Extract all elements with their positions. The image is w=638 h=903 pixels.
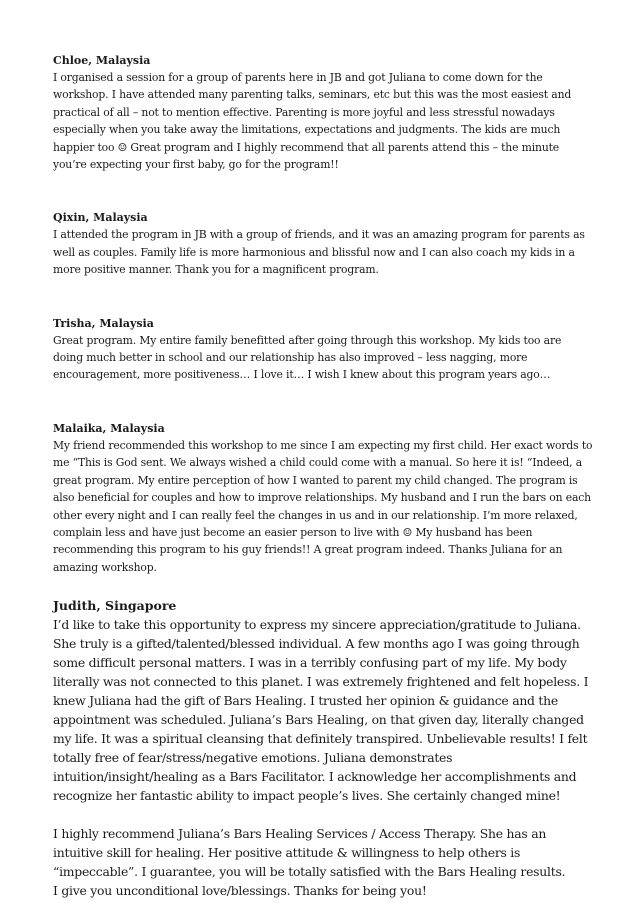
testimonial-qixin xyxy=(53,209,593,278)
testimonial-author: Chloe, Malaysia xyxy=(53,54,151,67)
testimonial-author: Qixin, Malaysia xyxy=(53,211,148,225)
spacer xyxy=(53,805,593,824)
testimonial-chloe xyxy=(53,52,593,173)
testimonial-text: I organised a session for a group of parents here in JB and got Juliana to come down for the workshop. I have attended many parenting talks, seminars, etc but this was the most easiest and practical of all – not to mention effective. Parenting is more joyful and less stressful nowadays especially when you take away the limitations, expectations and judgments. The kids are much happier too ☺ Great program and I highly recommend that all parents attend this – the minute you’re expecting your first baby, go for the program!! xyxy=(53,71,572,172)
testimonial-text: My friend recommended this workshop to me since I am expecting my first child. Her exact words to me “This is God sent. We always wished a child could come with a manual. So here it is! “Indeed, a great program. My entire perception of how I wanted to parent my child changed. The program is also beneficial for couples and how to improve relationships. My husband and I run the bars on each other every night and I can really feel the changes in us and in our relationship. I’m more relaxed, complain less and have just become an easier person to live with ☺ My husband has been recommending this program to his guy friends!! A great program indeed. Thanks Juliana for an amazing workshop. xyxy=(53,438,593,574)
spacer xyxy=(53,173,593,209)
testimonial-malaika xyxy=(53,420,593,576)
testimonial-text: I attended the program in JB with a group of friends, and it was an amazing program for parents as well as couples. Family life is more harmonious and blissful now and I can also coach my kids in a more positive manner. Thank you for a magnificent program. xyxy=(53,228,585,277)
testimonial-paragraph: I highly recommend Juliana’s Bars Healing Services / Access Therapy. She has an intuitive skill for healing. Her positive attitude & willingness to help others is “impeccable”. I guarantee, you will be totally satisfied with the Bars Healing results. xyxy=(53,826,566,880)
testimonials-page xyxy=(53,52,593,900)
testimonial-paragraph: I’d like to take this opportunity to express my sincere appreciation/gratitude to Juliana. She truly is a gifted/talented/blessed individual. A few months ago I was going through some difficult personal matters. I was in a terribly confusing part of my life. My body literally was not connected to this planet. I was extremely frightened and felt hopeless. I knew Juliana had the gift of Bars Healing. I trusted her opinion & guidance and the appointment was scheduled. Juliana’s Bars Healing, on that given day, literally changed my life. It was a spiritual cleansing that definitely transpired. Unbelievable results! I felt totally free of fear/stress/negative emotions. Juliana demonstrates intuition/insight/healing as a Bars Facilitator. I acknowledge her accomplishments and recognize her fantastic ability to impact people’s lives. She certainly changed mine! xyxy=(53,617,589,804)
spacer xyxy=(53,279,593,315)
spacer xyxy=(53,384,593,420)
testimonial-paragraph: I give you unconditional love/blessings. Thanks for being you! xyxy=(53,883,427,899)
testimonial-author: Trisha, Malaysia xyxy=(53,316,154,330)
testimonial-judith xyxy=(53,596,593,900)
testimonial-text: Great program. My entire family benefitted after going through this workshop. My kids too are doing much better in school and our relationship has also improved – less nagging, more encouragement, more positiveness… I love it… I wish I knew about this program years ago… xyxy=(53,333,562,382)
testimonial-author: Judith, Singapore xyxy=(53,598,177,614)
testimonial-author: Malaika, Malaysia xyxy=(53,421,165,435)
spacer xyxy=(53,576,593,596)
testimonial-trisha xyxy=(53,315,593,384)
